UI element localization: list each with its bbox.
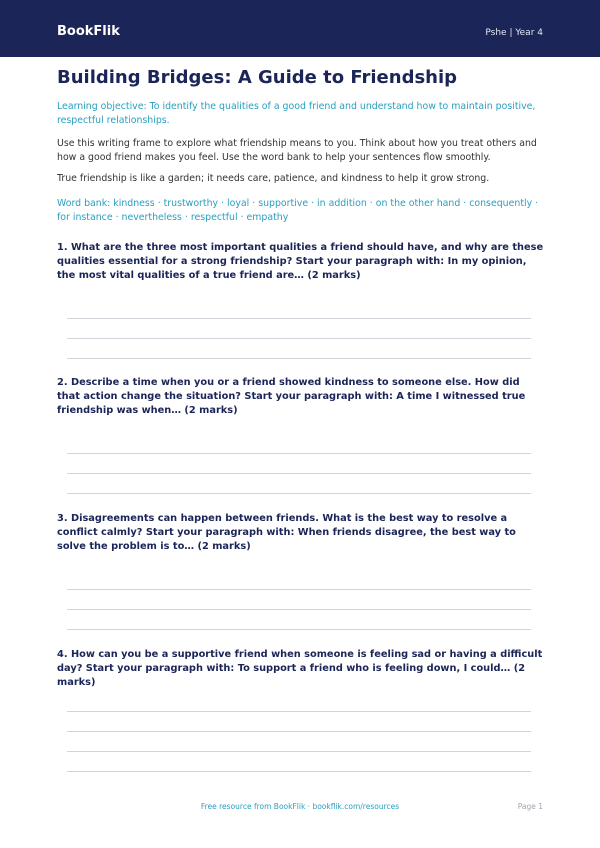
answer-line[interactable] xyxy=(67,589,531,590)
subject-year-label: Pshe | Year 4 xyxy=(485,28,543,38)
intro-text: Use this writing frame to explore what friendship means to you. Think about how you treat others and how a good friend makes you feel. Use the word bank to help your sentences flow smoothly. xyxy=(57,138,537,163)
question-2: 2. Describe a time when you or a friend showed kindness to someone else. How did that action change the situation? Start your paragraph with: A time I witnessed true friendship was when… (2 marks) xyxy=(57,377,526,416)
brand-logo[interactable]: BookFlik xyxy=(57,24,120,39)
answer-line[interactable] xyxy=(67,751,531,752)
answer-line[interactable] xyxy=(67,609,531,610)
page-title: Building Bridges: A Guide to Friendship xyxy=(57,67,458,88)
answer-line[interactable] xyxy=(67,338,531,339)
answer-line[interactable] xyxy=(67,711,531,712)
answer-line[interactable] xyxy=(67,629,531,630)
answer-line[interactable] xyxy=(67,731,531,732)
answer-line[interactable] xyxy=(67,493,531,494)
question-3: 3. Disagreements can happen between friends. What is the best way to resolve a conflict calmly? Start your paragraph with: When friends disagree, the best way to solve the problem is to… (2 marks) xyxy=(57,513,516,552)
page-header xyxy=(0,0,600,57)
answer-line[interactable] xyxy=(67,318,531,319)
answer-line[interactable] xyxy=(67,473,531,474)
word-bank: Word bank: kindness · trustworthy · loyal · supportive · in addition · on the other hand · consequently · for instance · nevertheless · respectful · empathy xyxy=(57,198,539,223)
question-4: 4. How can you be a supportive friend when someone is feeling sad or having a difficult day? Start your paragraph with: To support a friend who is feeling down, I could… (2 marks) xyxy=(57,649,543,688)
answer-line[interactable] xyxy=(67,453,531,454)
answer-line[interactable] xyxy=(67,771,531,772)
learning-objective: Learning objective: To identify the qualities of a good friend and understand how to maintain positive, respectful relationships. xyxy=(57,101,536,126)
answer-line[interactable] xyxy=(67,358,531,359)
question-1: 1. What are the three most important qualities a friend should have, and why are these qualities essential for a strong friendship? Start your paragraph with: In my opinion, the most vital qualities of a true friend are… (2 marks) xyxy=(57,242,544,281)
footer-resource-link[interactable]: Free resource from BookFlik · bookflik.com/resources xyxy=(200,802,400,811)
page-number: Page 1 xyxy=(517,802,543,811)
garden-quote: True friendship is like a garden; it needs care, patience, and kindness to help it grow strong. xyxy=(57,173,490,184)
